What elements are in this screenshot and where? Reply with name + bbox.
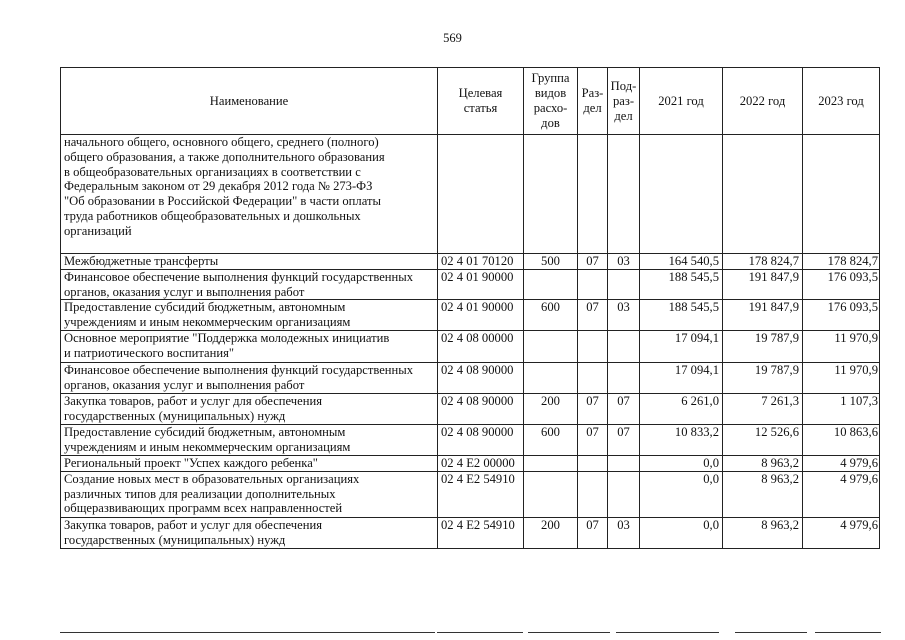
cell-expense-group [524, 331, 578, 363]
cell-subsection [608, 269, 640, 300]
name-line: организаций [64, 223, 132, 238]
header-line: дел [583, 101, 602, 115]
table-row [61, 300, 880, 331]
cell-subsection [608, 455, 640, 471]
cell-2021: 10 833,2 [640, 425, 723, 456]
cell-2023 [803, 135, 880, 254]
cell-2023: 176 093,5 [803, 269, 880, 300]
header-line: расхо- [533, 101, 568, 115]
cell-2023: 1 107,3 [803, 394, 880, 425]
cell-expense-group [524, 363, 578, 394]
name-line: различных типов для реализации дополнительных [64, 486, 336, 501]
cell-section: 07 [578, 254, 608, 270]
table-header [61, 68, 880, 135]
cell-subsection: 07 [608, 425, 640, 456]
column-header-subsection [608, 68, 640, 135]
cell-name [61, 331, 438, 363]
cell-2021: 188 545,5 [640, 300, 723, 331]
cell-2021: 0,0 [640, 471, 723, 517]
name-line: начального общего, основного общего, среднего (полного) [64, 135, 379, 149]
column-header-2021: 2021 год [640, 68, 723, 135]
cell-name [61, 471, 438, 517]
cell-subsection [608, 363, 640, 394]
name-line: Предоставление субсидий бюджетным, автономным [64, 425, 346, 440]
table-row [61, 331, 880, 363]
cell-name [61, 254, 438, 270]
cell-2022: 191 847,9 [723, 269, 803, 300]
footer-line-5 [735, 632, 807, 633]
name-line: Региональный проект "Успех каждого ребенка" [64, 455, 318, 470]
cell-subsection [608, 135, 640, 254]
cell-expense-group [524, 269, 578, 300]
cell-name [61, 363, 438, 394]
cell-target-code [438, 135, 524, 254]
column-header-group [524, 68, 578, 135]
cell-2023: 4 979,6 [803, 517, 880, 548]
cell-2022: 8 963,2 [723, 455, 803, 471]
cell-target-code: 02 4 08 90000 [438, 394, 524, 425]
cell-2021: 188 545,5 [640, 269, 723, 300]
header-line: Целевая [458, 86, 503, 100]
name-line: Межбюджетные трансферты [64, 254, 219, 268]
cell-name [61, 300, 438, 331]
cell-subsection [608, 331, 640, 363]
name-line: и патриотического воспитания" [64, 346, 235, 361]
name-line: органов, оказания услуг и выполнения работ [64, 284, 305, 299]
header-line: раз- [612, 93, 635, 108]
name-line: учреждениям и иным некоммерческим организациям [64, 315, 351, 330]
cell-subsection: 03 [608, 300, 640, 331]
cell-2021 [640, 135, 723, 254]
cell-subsection: 03 [608, 254, 640, 270]
name-line: Основное мероприятие "Поддержка молодежных инициатив [64, 331, 390, 346]
table-row [61, 135, 880, 254]
cell-target-code: 02 4 01 70120 [438, 254, 524, 270]
table-row [61, 425, 880, 456]
cell-2021: 0,0 [640, 517, 723, 548]
column-header-name: Наименование [61, 68, 438, 135]
cell-section: 07 [578, 300, 608, 331]
table-row [61, 394, 880, 425]
cell-subsection: 03 [608, 517, 640, 548]
cell-target-code: 02 4 01 90000 [438, 269, 524, 300]
cell-section [578, 471, 608, 517]
cell-2021: 0,0 [640, 455, 723, 471]
header-line: Под- [610, 78, 637, 93]
cell-name [61, 269, 438, 300]
cell-2022: 8 963,2 [723, 471, 803, 517]
cell-expense-group: 200 [524, 517, 578, 548]
cell-section: 07 [578, 394, 608, 425]
footer-line-6 [815, 632, 881, 633]
footer-line-2 [437, 632, 523, 633]
cell-target-code: 02 4 E2 54910 [438, 471, 524, 517]
cell-2022: 19 787,9 [723, 331, 803, 363]
header-line: видов [534, 86, 567, 100]
table-row [61, 471, 880, 517]
table-row [61, 363, 880, 394]
cell-2022: 7 261,3 [723, 394, 803, 425]
name-line: Закупка товаров, работ и услуг для обеспечения [64, 517, 323, 532]
table-row [61, 517, 880, 548]
cell-section [578, 331, 608, 363]
cell-2023: 4 979,6 [803, 471, 880, 517]
cell-subsection [608, 471, 640, 517]
name-line: Создание новых мест в образовательных организациях [64, 471, 360, 486]
name-line: в общеобразовательных организациях в соответствии с [64, 164, 361, 179]
cell-subsection: 07 [608, 394, 640, 425]
name-line: государственных (муниципальных) нужд [64, 409, 286, 424]
cell-expense-group: 200 [524, 394, 578, 425]
cell-expense-group: 500 [524, 254, 578, 270]
cell-2023: 10 863,6 [803, 425, 880, 456]
name-line: Финансовое обеспечение выполнения функций государственных [64, 363, 414, 378]
cell-2023: 11 970,9 [803, 331, 880, 363]
footer-line-3 [528, 632, 610, 633]
cell-expense-group [524, 471, 578, 517]
table-body [61, 135, 880, 549]
cell-2023: 178 824,7 [803, 254, 880, 270]
column-header-2022: 2022 год [723, 68, 803, 135]
footer-line-4 [616, 632, 719, 633]
column-header-target [438, 68, 524, 135]
name-line: общего образования, а также дополнительного образования [64, 149, 385, 164]
name-line: учреждениям и иным некоммерческим организациям [64, 440, 351, 455]
cell-2022: 178 824,7 [723, 254, 803, 270]
cell-2023: 176 093,5 [803, 300, 880, 331]
header-line: Группа [531, 71, 570, 85]
cell-name [61, 394, 438, 425]
name-line: Закупка товаров, работ и услуг для обеспечения [64, 394, 323, 409]
cell-section [578, 363, 608, 394]
name-line: труда работников общеобразовательных и дошкольных [64, 208, 361, 223]
cell-2022: 12 526,6 [723, 425, 803, 456]
cell-2022: 19 787,9 [723, 363, 803, 394]
name-line: общеразвивающих программ всех направленностей [64, 501, 343, 516]
cell-section: 07 [578, 425, 608, 456]
cell-2022: 8 963,2 [723, 517, 803, 548]
name-line: Федеральным законом от 29 декабря 2012 года № 273-ФЗ [64, 179, 373, 194]
cell-name [61, 455, 438, 471]
cell-section [578, 135, 608, 254]
table-row [61, 455, 880, 471]
page-number: 569 [443, 31, 462, 45]
header-line: дел [614, 108, 633, 123]
cell-2021: 164 540,5 [640, 254, 723, 270]
cell-target-code: 02 4 08 90000 [438, 425, 524, 456]
cell-target-code: 02 4 08 90000 [438, 363, 524, 394]
cell-target-code: 02 4 E2 54910 [438, 517, 524, 548]
name-line: "Об образовании в Российской Федерации" в части оплаты [64, 194, 381, 209]
cell-name [61, 425, 438, 456]
cell-2021: 17 094,1 [640, 331, 723, 363]
cell-2021: 6 261,0 [640, 394, 723, 425]
table-row [61, 269, 880, 300]
cell-2022: 191 847,9 [723, 300, 803, 331]
cell-expense-group: 600 [524, 425, 578, 456]
cell-expense-group [524, 135, 578, 254]
budget-table [60, 67, 880, 549]
cell-target-code: 02 4 E2 00000 [438, 455, 524, 471]
name-line: Предоставление субсидий бюджетным, автономным [64, 300, 346, 315]
cell-target-code: 02 4 01 90000 [438, 300, 524, 331]
table-row [61, 254, 880, 270]
cell-section [578, 455, 608, 471]
cell-target-code: 02 4 08 00000 [438, 331, 524, 363]
cell-expense-group [524, 455, 578, 471]
column-header-section [578, 68, 608, 135]
cell-name [61, 517, 438, 548]
column-header-2023: 2023 год [803, 68, 880, 135]
cell-2023: 4 979,6 [803, 455, 880, 471]
cell-2022 [723, 135, 803, 254]
cell-expense-group: 600 [524, 300, 578, 331]
footer-line-1 [60, 632, 435, 633]
name-line: органов, оказания услуг и выполнения работ [64, 378, 305, 393]
header-line: статья [463, 101, 498, 115]
cell-section: 07 [578, 517, 608, 548]
cell-2023: 11 970,9 [803, 363, 880, 394]
header-line: Раз- [581, 86, 604, 100]
cell-2021: 17 094,1 [640, 363, 723, 394]
header-line: дов [541, 116, 560, 130]
cell-name [61, 135, 438, 254]
cell-section [578, 269, 608, 300]
name-line: государственных (муниципальных) нужд [64, 532, 286, 547]
name-line: Финансовое обеспечение выполнения функций государственных [64, 269, 414, 284]
